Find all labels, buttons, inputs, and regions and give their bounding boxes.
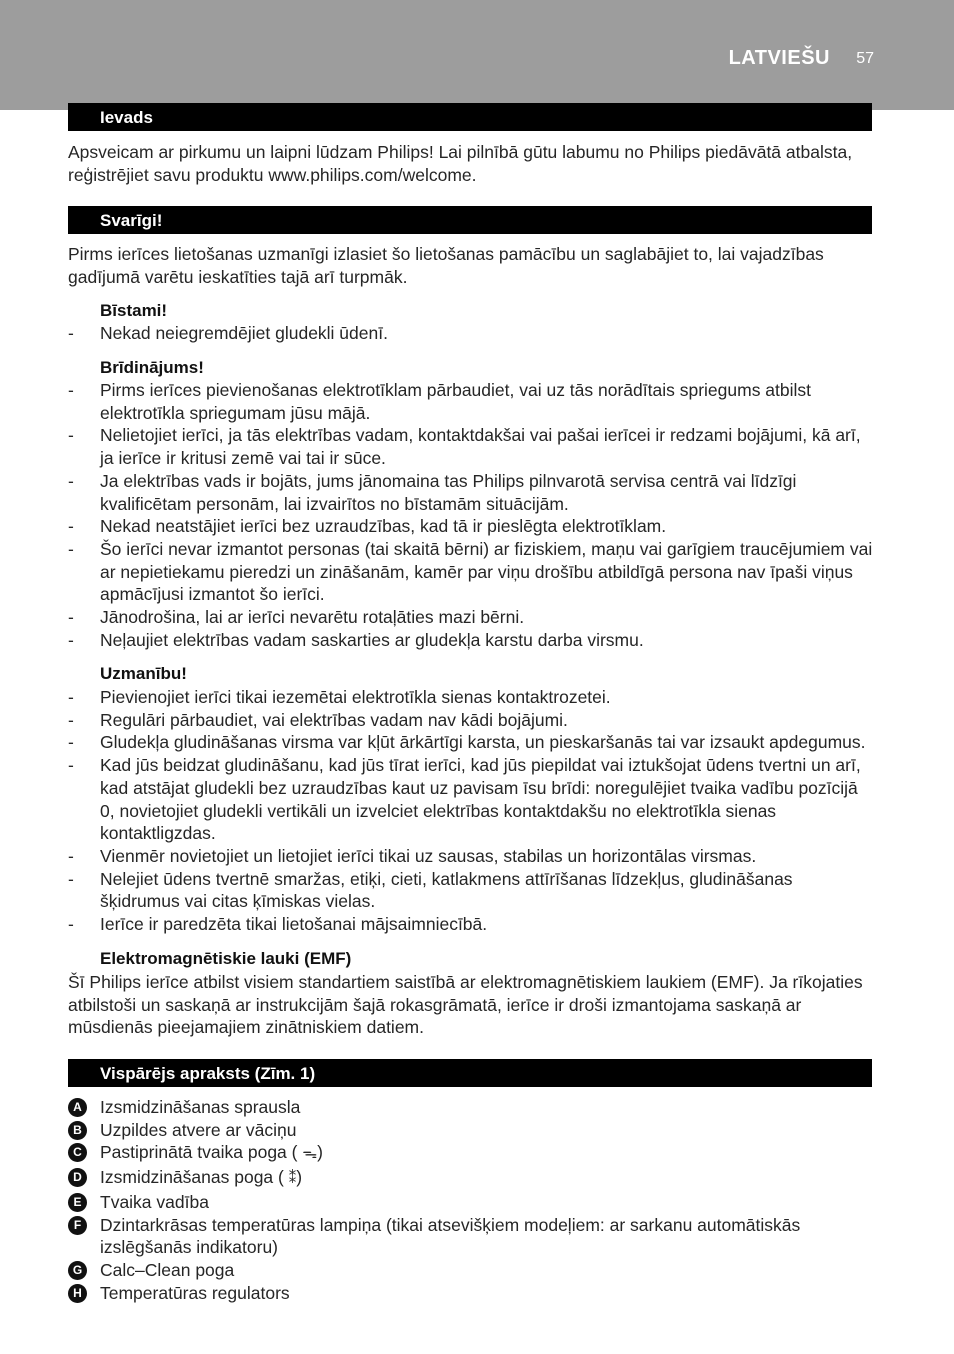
emf-title: Elektromagnētiskie lauki (EMF) [100,949,352,968]
list-item: - Ja elektrības vads ir bojāts, jums jānomaina tas Philips pilnvarotā servisa centrā vai līdzīgi kvalificētam personām, lai izvairītos no bīstamām situācijām. [68,470,797,514]
list-item: - Pievienojiet ierīci tikai iezemētai elektrotīkla sienas kontaktrozetei. [68,687,611,707]
important-paragraph: Pirms ierīces lietošanas uzmanīgi izlasiet šo lietošanas pamācību un saglabājiet to, lai vajadzības gadījumā varētu ieskatīties tajā arī turpmāk. [68,244,824,287]
letter-badge: A [68,1098,87,1117]
list-item: F Dzintarkrāsas temperatūras lampiņa (tikai atsevišķiem modeļiem: ar sarkanu automātiskās izslēgšanās indikatoru) [68,1214,874,1259]
list-item: - Nelietojiet ierīci, ja tās elektrības vadam, kontaktdakšai vai pašai ierīcei ir redzami bojājumi, kā arī, ja ierīce ir kritusi zemē vai tai ir sūce. [68,425,861,469]
list-item: - Gludekļa gludināšanas virsma var kļūt ārkārtīgi karsta, un pieskaršanās tai var izsaukt apdegumus. [68,732,866,753]
section-heading-important: Svarīgi! [68,206,872,234]
letter-badge: D [68,1168,87,1187]
list-item: - Regulāri pārbaudiet, vai elektrības vadam nav kādi bojājumi. [68,709,568,730]
list-item: C Pastiprinātā tvaika poga ( ᯓ) [68,1141,874,1166]
danger-list [68,322,874,345]
spray-icon: ⁑ [288,1170,297,1188]
list-item: - Kad jūs beidzat gludināšanu, kad jūs tīrat ierīci, kad jūs piepildat vai iztukšojat ūdens tvertni un arī, kad atstājat gludekli bez uzraudzības kaut uz pavisam īsu brīdi: noregulējiet tvaika vadību pozīcijā 0, novietojiet gludekli vertikāli un izvelciet elektrības kontaktdakšu no elektrotīkla sienas kontaktligzdas. [68,755,861,844]
intro-paragraph: Apsveicam ar pirkumu un laipni lūdzam Philips! Lai pilnībā gūtu labumu no Philips piedāvātā atbalsta, reģistrējiet savu produktu www.philips.com/welcome. [68,142,853,185]
list-item: - Neļaujiet elektrības vadam saskarties ar gludekļa karstu darba virsmu. [68,629,644,650]
list-item: - Vienmēr novietojiet un lietojiet ierīci tikai uz sausas, stabilas un horizontālas virsmas. [68,845,757,866]
emf-paragraph: Šī Philips ierīce atbilst visiem standartiem saistībā ar elektromagnētiskiem laukiem (EMF). Ja rīkojaties atbilstoši un saskaņā ar instrukcijām šajā rokasgrāmatā, ierīce ir droši izmantojama saskaņā ar mūsdienās pieejamajiem zinātniskiem datiem. [68,972,863,1038]
warning-list [68,379,874,651]
letter-badge: G [68,1261,87,1280]
letter-badge: F [68,1216,87,1235]
list-item: B Uzpildes atvere ar vāciņu [68,1119,874,1142]
section-heading-intro: Ievads [68,103,872,131]
parts-list [68,1096,874,1304]
language-label: LATVIEŠU [728,47,830,69]
list-item: E Tvaika vadība [68,1191,874,1214]
list-item: G Calc–Clean poga [68,1259,874,1282]
list-item: - Nekad neiegremdējiet gludekli ūdenī. [68,323,388,343]
list-item: D Izsmidzināšanas poga ( ⁑) [68,1166,874,1191]
page-header-band [0,0,954,110]
list-item: - Nekad neatstājiet ierīci bez uzraudzības, kad tā ir pieslēgta elektrotīklam. [68,516,667,537]
list-item: - Šo ierīci nevar izmantot personas (tai skaitā bērni) ar fiziskiem, maņu vai garīgiem traucējumiem vai ar nepietiekamu pieredzi un zināšanām, kamēr par viņu drošību atbildīgā persona nav īpaši viņus apmācījusi izmantot šo ierīci. [68,538,873,605]
page-number: 57 [856,50,874,67]
list-item: - Jānodrošina, lai ar ierīci nevarētu rotaļāties mazi bērni. [68,607,525,628]
letter-badge: E [68,1193,87,1212]
letter-badge: H [68,1284,87,1303]
list-item: A Izsmidzināšanas sprausla [68,1096,874,1119]
steam-boost-icon: ᯓ [302,1145,318,1163]
caution-list [68,686,874,936]
list-item: - Ierīce ir paredzēta tikai lietošanai mājsaimniecībā. [68,914,488,935]
letter-badge: C [68,1143,87,1162]
section-heading-overview: Vispārējs apraksts (Zīm. 1) [68,1059,872,1087]
list-item: - Nelejiet ūdens tvertnē smaržas, etiķi, cieti, katlakmens attīrīšanas līdzekļus, gludināšanas šķidrumus vai citas ķīmiskas vielas. [68,868,793,912]
danger-title: Bīstami! [100,301,168,320]
warning-title: Brīdinājums! [100,358,204,377]
letter-badge: B [68,1121,87,1140]
caution-title: Uzmanību! [100,664,187,683]
list-item: H Temperatūras regulators [68,1282,874,1305]
list-item: - Pirms ierīces pievienošanas elektrotīklam pārbaudiet, vai uz tās norādītais spriegums atbilst elektrotīkla spriegumam jūsu mājā. [68,380,812,423]
